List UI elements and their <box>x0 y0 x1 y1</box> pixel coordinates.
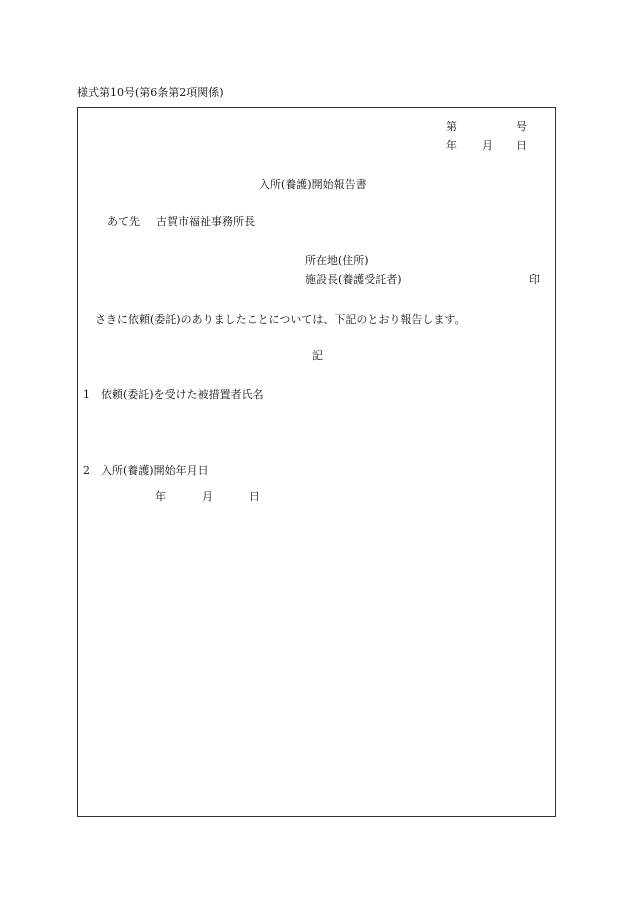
location-label: 所在地(住所) <box>305 254 369 267</box>
header-dai: 第 <box>446 120 457 133</box>
item-2-label: 入所(養護)開始年月日 <box>101 464 209 477</box>
item-1-label: 依頼(委託)を受けた被措置者氏名 <box>101 388 264 401</box>
body-text: さきに依頼(委託)のありましたことについては、下記のとおり報告します。 <box>95 313 466 326</box>
header-year: 年 <box>446 139 457 152</box>
header-day: 日 <box>516 139 527 152</box>
date-month: 月 <box>202 490 213 503</box>
item-1-number: 1 <box>83 388 90 401</box>
form-number-label: 様式第10号(第6条第2項関係) <box>77 86 224 99</box>
document-title: 入所(養護)開始報告書 <box>259 178 367 191</box>
addressee-name: 古賀市福祉事務所長 <box>156 215 255 228</box>
report-form-frame <box>77 107 556 817</box>
header-go: 号 <box>516 120 527 133</box>
date-day: 日 <box>249 490 260 503</box>
ki-label: 記 <box>312 349 323 362</box>
header-month: 月 <box>482 139 493 152</box>
seal-mark: 印 <box>529 273 540 286</box>
date-year: 年 <box>155 490 166 503</box>
addressee-prefix: あて先 <box>107 215 140 228</box>
item-2-number: 2 <box>83 464 90 477</box>
director-label: 施設長(養護受託者) <box>305 273 402 286</box>
